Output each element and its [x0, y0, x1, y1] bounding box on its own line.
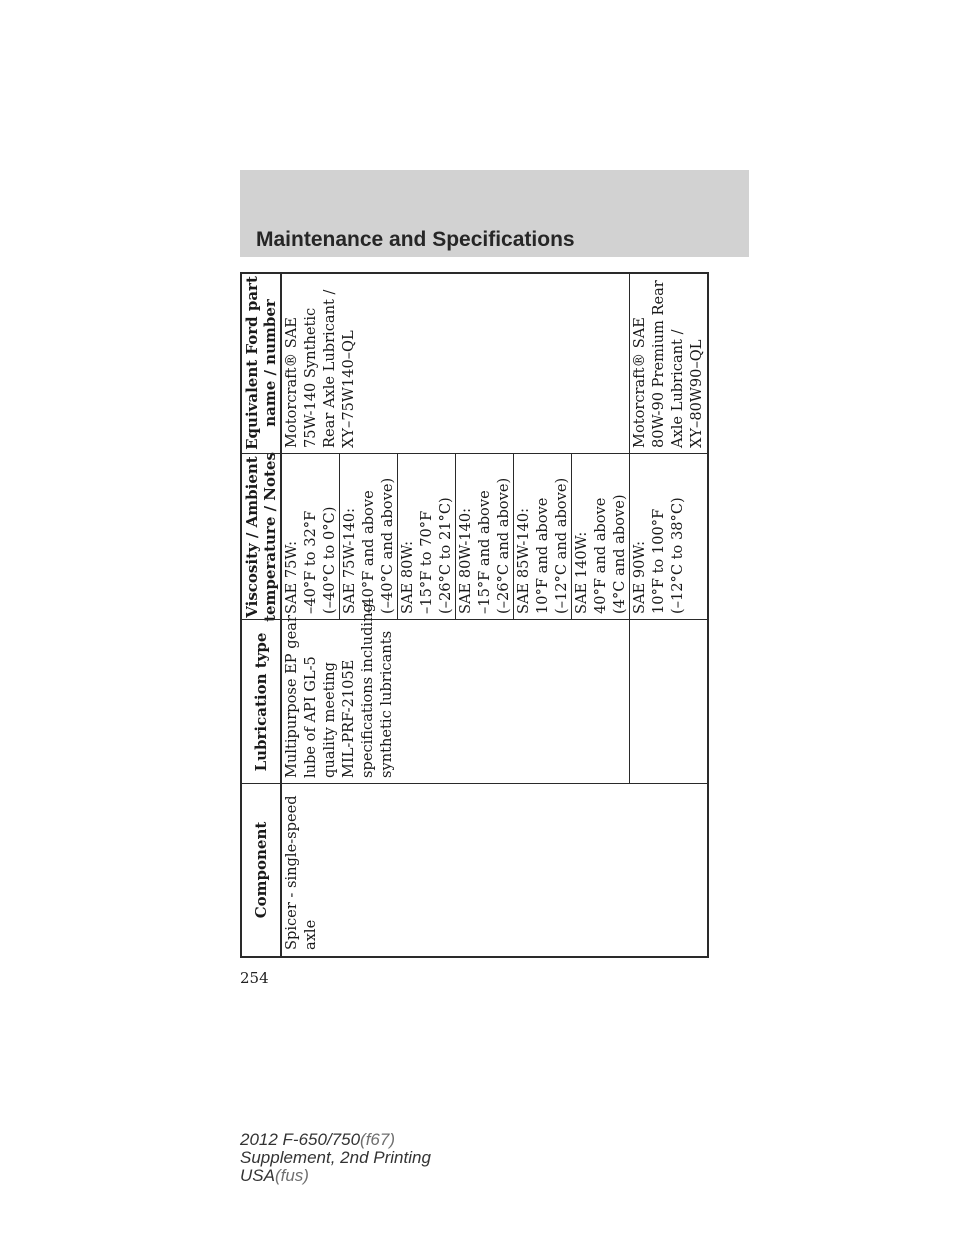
- viscosity-cell-sae-75w-140: SAE 75W-140: –40°F and above (–40°C and above): [341, 477, 396, 614]
- viscosity-cell-sae-80w: SAE 80W: –15°F to 70°F (–26°C to 21°C): [399, 497, 454, 614]
- section-header-band: [240, 170, 749, 257]
- column-divider: [242, 453, 709, 454]
- ford-part-cell-75w140: Motorcraft® SAE 75W-140 Synthetic Rear Axle Lubricant / XY–75W140–QL: [283, 289, 357, 448]
- viscosity-cell-sae-90w: SAE 90W: 10°F to 100°F (–12°C to 38°C): [631, 497, 686, 614]
- ford-part-cell-80w90: Motorcraft® SAE 80W-90 Premium Rear Axle Lubricant / XY–80W90–QL: [631, 280, 705, 448]
- viscosity-cell-sae-140w: SAE 140W: 40°F and above (4°C and above): [573, 494, 628, 614]
- viscosity-cell-sae-80w-140: SAE 80W-140: –15°F and above (–26°C and above): [457, 477, 512, 614]
- column-header-component: Component: [252, 821, 270, 919]
- footer-line-printing: Supplement, 2nd Printing: [240, 1148, 431, 1167]
- column-header-viscosity: Viscosity / Ambient temperature / Notes: [243, 452, 279, 622]
- column-header-ford-part: Equivalent Ford part name / number: [243, 276, 279, 450]
- column-header-lubrication-type: Lubrication type: [252, 632, 270, 772]
- document-footer: [240, 1131, 431, 1185]
- lubricant-spec-table: [240, 272, 709, 958]
- page-number: 254: [240, 969, 269, 987]
- section-title: Maintenance and Specifications: [256, 228, 575, 251]
- column-divider: [242, 783, 709, 784]
- footer-line-market: USA(fus): [240, 1166, 309, 1185]
- component-cell: Spicer - single-speed axle: [283, 795, 319, 950]
- viscosity-cell-sae-75w: SAE 75W: –40°F to 32°F (–40°C to 0°C): [283, 506, 338, 614]
- viscosity-cell-sae-85w-140: SAE 85W-140: 10°F and above (–12°C and above): [515, 477, 570, 614]
- lubricant-spec-table-frame: [240, 272, 709, 958]
- lubrication-type-cell: Multipurpose EP gear lube of API GL-5 quality meeting MIL-PRF-2105E specifications including synthetic lubricants: [283, 603, 395, 778]
- footer-line-model: 2012 F-650/750(f67): [240, 1130, 396, 1149]
